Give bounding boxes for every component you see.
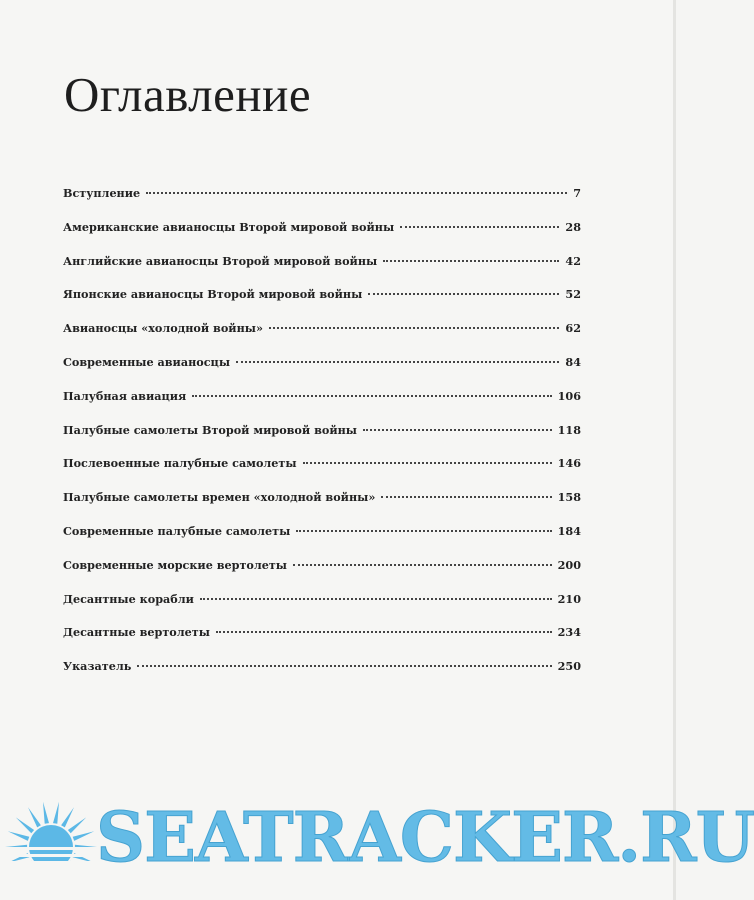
toc-entry-page: 158: [557, 490, 581, 505]
toc-entry-page: 28: [565, 219, 581, 234]
dot-leader: [216, 631, 552, 633]
toc-entry-page: 234: [557, 625, 581, 640]
toc-entry-page: 184: [557, 523, 581, 538]
toc-entry-page: 62: [565, 321, 581, 336]
table-of-contents: [63, 186, 581, 693]
toc-entry[interactable]: [63, 355, 581, 389]
toc-entry-page: 84: [565, 354, 581, 369]
toc-entry-page: 42: [565, 253, 581, 268]
toc-entry[interactable]: [63, 389, 581, 423]
dot-leader: [192, 395, 551, 397]
toc-entry-label: Десантные вертолеты: [63, 625, 210, 640]
toc-entry-label: Указатель: [63, 659, 132, 674]
toc-entry[interactable]: [63, 490, 581, 524]
dot-leader: [400, 226, 559, 228]
toc-entry-page: 106: [557, 388, 581, 403]
watermark-text: SEATRACKER.RU: [96, 798, 754, 878]
dot-leader: [269, 327, 559, 329]
dot-leader: [296, 530, 551, 532]
page-title: Оглавление: [64, 67, 312, 122]
dot-leader: [293, 564, 552, 566]
toc-entry-label: Десантные корабли: [63, 591, 194, 606]
toc-entry-label: Вступление: [63, 186, 141, 200]
toc-entry-label: Современные палубные самолеты: [63, 523, 291, 538]
toc-entry-page: 146: [557, 456, 581, 471]
toc-entry-label: Современные морские вертолеты: [63, 557, 287, 572]
toc-entry-page: 7: [573, 186, 581, 200]
toc-entry-page: 118: [557, 422, 581, 437]
toc-entry[interactable]: [63, 659, 581, 693]
toc-entry[interactable]: [63, 625, 581, 659]
toc-entry-label: Английские авианосцы Второй мировой войны: [63, 253, 378, 268]
toc-entry-page: 52: [565, 287, 581, 302]
sun-icon: [3, 799, 99, 889]
toc-entry[interactable]: [63, 220, 581, 254]
dot-leader: [137, 665, 551, 667]
toc-entry-label: Палубная авиация: [63, 388, 187, 403]
toc-entry[interactable]: [63, 592, 581, 626]
toc-entry[interactable]: [63, 254, 581, 288]
dot-leader: [200, 598, 552, 600]
toc-entry-label: Авианосцы «холодной войны»: [63, 321, 263, 336]
dot-leader: [381, 496, 551, 498]
dot-leader: [363, 429, 552, 431]
toc-entry-page: 250: [557, 659, 581, 674]
dot-leader: [236, 361, 559, 363]
dot-leader: [383, 260, 559, 262]
toc-entry-page: 210: [557, 591, 581, 606]
toc-entry-page: 200: [557, 557, 581, 572]
toc-entry[interactable]: [63, 558, 581, 592]
toc-entry[interactable]: [63, 186, 581, 220]
toc-entry-label: Американские авианосцы Второй мировой войны: [63, 219, 395, 234]
toc-entry[interactable]: [63, 456, 581, 490]
watermark: [0, 795, 754, 895]
toc-entry[interactable]: [63, 287, 581, 321]
toc-entry-label: Палубные самолеты Второй мировой войны: [63, 422, 358, 437]
dot-leader: [146, 192, 567, 194]
toc-entry-label: Палубные самолеты времен «холодной войны»: [63, 490, 376, 505]
toc-entry[interactable]: [63, 423, 581, 457]
toc-entry-label: Современные авианосцы: [63, 354, 231, 369]
dot-leader: [303, 462, 552, 464]
toc-entry[interactable]: [63, 524, 581, 558]
toc-entry-label: Японские авианосцы Второй мировой войны: [63, 287, 363, 302]
dot-leader: [368, 293, 559, 295]
toc-entry[interactable]: [63, 321, 581, 355]
toc-entry-label: Послевоенные палубные самолеты: [63, 456, 297, 471]
